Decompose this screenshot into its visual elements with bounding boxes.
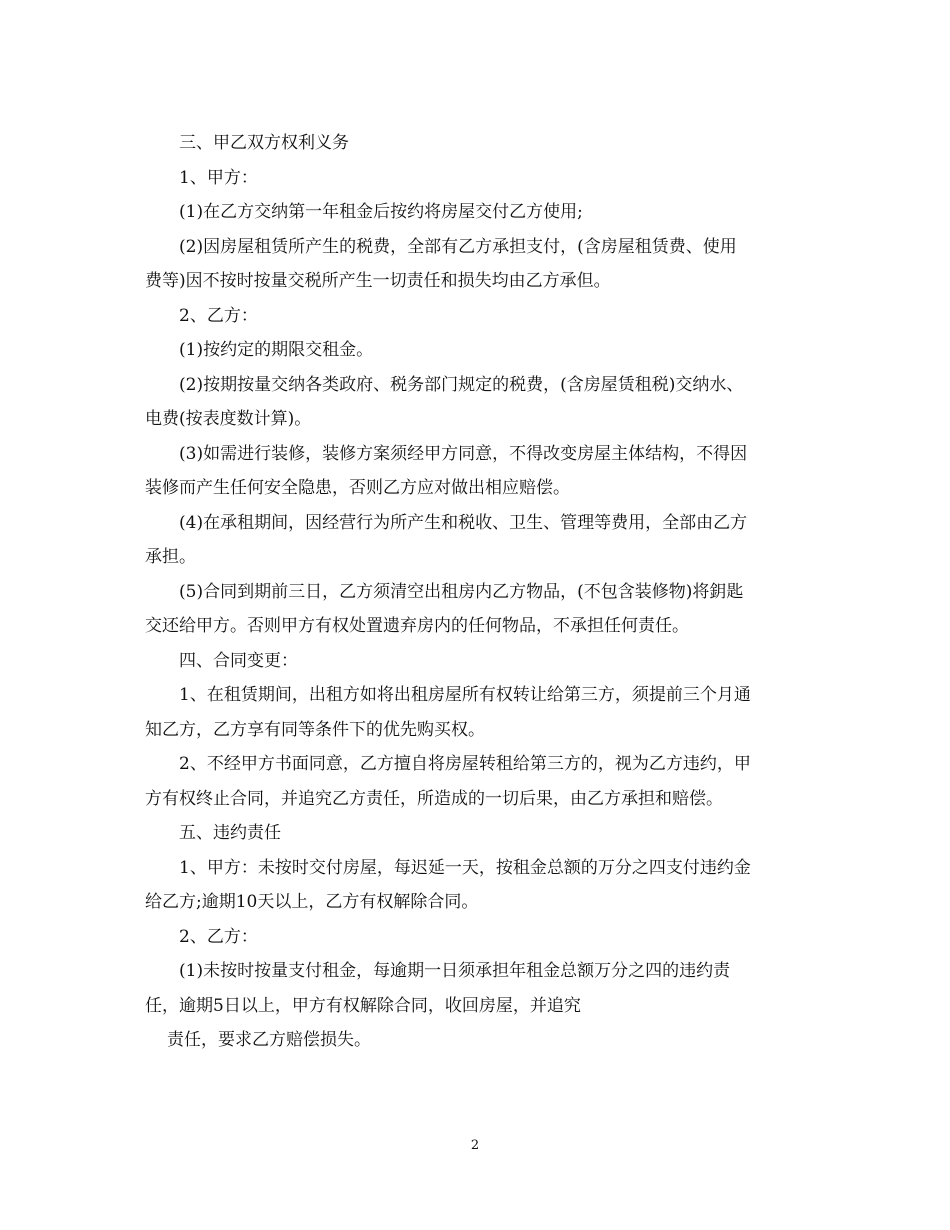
text-line: 2、乙方：: [179, 926, 258, 947]
text-line: 四、合同变更：: [179, 650, 298, 671]
section-heading-breach: [145, 816, 815, 851]
clause-party-b-item-3: [145, 437, 815, 506]
text-line: (2)按期按量交纳各类政府、税务部门规定的税费，(含房屋赁租税)交纳水、: [179, 374, 744, 395]
text-line: 承担。: [145, 547, 196, 567]
document-body: [145, 126, 815, 1058]
text-line: (1)按约定的期限交租金。: [179, 340, 374, 360]
clause-party-b-item-4: [145, 506, 815, 575]
clause-party-b-heading: [145, 299, 815, 334]
clause-party-b-item-2: [145, 368, 815, 437]
clause-breach-party-a: [145, 851, 815, 920]
clause-party-b-item-1: [145, 333, 815, 368]
text-line: (1)未按时按量支付租金，每逾期一日须承担年租金总额万分之四的违约责: [179, 961, 731, 981]
clause-breach-party-b-continuation: [145, 1023, 815, 1058]
text-line: (2)因房屋租赁所产生的税费，全部有乙方承担支付，(含房屋租赁费、使用: [179, 236, 737, 257]
text-line: 任，逾期5日以上，甲方有权解除合同，收回房屋，并追究: [145, 995, 581, 1016]
text-line: 交还给甲方。否则甲方有权处置遗弃房内的任何物品，不承担任何责任。: [145, 616, 689, 636]
text-line: 方有权终止合同，并追究乙方责任，所造成的一切后果，由乙方承担和赔偿。: [145, 788, 723, 809]
text-line: 责任，要求乙方赔偿损失。: [167, 1030, 371, 1050]
clause-party-a-item-1: [145, 195, 815, 230]
text-line: 1、甲方：未按时交付房屋，每迟延一天，按租金总额的万分之四支付违约金: [179, 857, 751, 878]
section-heading-contract-change: [145, 644, 815, 679]
text-line: 2、不经甲方书面同意，乙方擅自将房屋转租给第三方的，视为乙方违约，甲: [179, 754, 751, 774]
text-line: (5)合同到期前三日，乙方须清空出租房内乙方物品，(不包含装修物)将鈅匙: [179, 581, 744, 602]
text-line: 给乙方;逾期10天以上，乙方有权解除合同。: [145, 892, 479, 912]
text-line: (1)在乙方交纳第一年租金后按约将房屋交付乙方使用;: [179, 202, 583, 222]
text-line: 费等)因不按时按量交税所产生一切责任和损失均由乙方承但。: [145, 271, 611, 291]
text-line: 2、乙方：: [179, 305, 258, 326]
clause-change-item-2: [145, 747, 815, 816]
text-line: 1、甲方：: [179, 167, 258, 188]
text-line: (3)如需进行装修，装修方案须经甲方同意，不得改变房屋主体结构，不得因: [179, 443, 748, 464]
text-line: 装修而产生任何安全隐患，否则乙方应对做出相应赔偿。: [145, 478, 570, 498]
text-line: 1、在租赁期间，出租方如将出租房屋所有权转让给第三方，须提前三个月通: [179, 685, 751, 705]
text-line: 三、甲乙双方权利义务: [179, 133, 349, 153]
clause-breach-party-b-item-1: [145, 954, 815, 1023]
clause-change-item-1: [145, 678, 815, 747]
clause-party-a-item-2: [145, 230, 815, 299]
text-line: 知乙方，乙方享有同等条件下的优先购买权。: [145, 719, 485, 740]
section-heading-rights-obligations: [145, 126, 815, 161]
text-line: 电费(按表度数计算)。: [145, 409, 312, 429]
clause-breach-party-b-heading: [145, 920, 815, 955]
clause-party-b-item-5: [145, 575, 815, 644]
page-number: 2: [470, 1138, 480, 1153]
clause-party-a-heading: [145, 161, 815, 196]
text-line: (4)在承租期间，因经营行为所产生和税收、卫生、管理等费用，全部由乙方: [179, 512, 748, 533]
text-line: 五、违约责任: [179, 823, 281, 843]
